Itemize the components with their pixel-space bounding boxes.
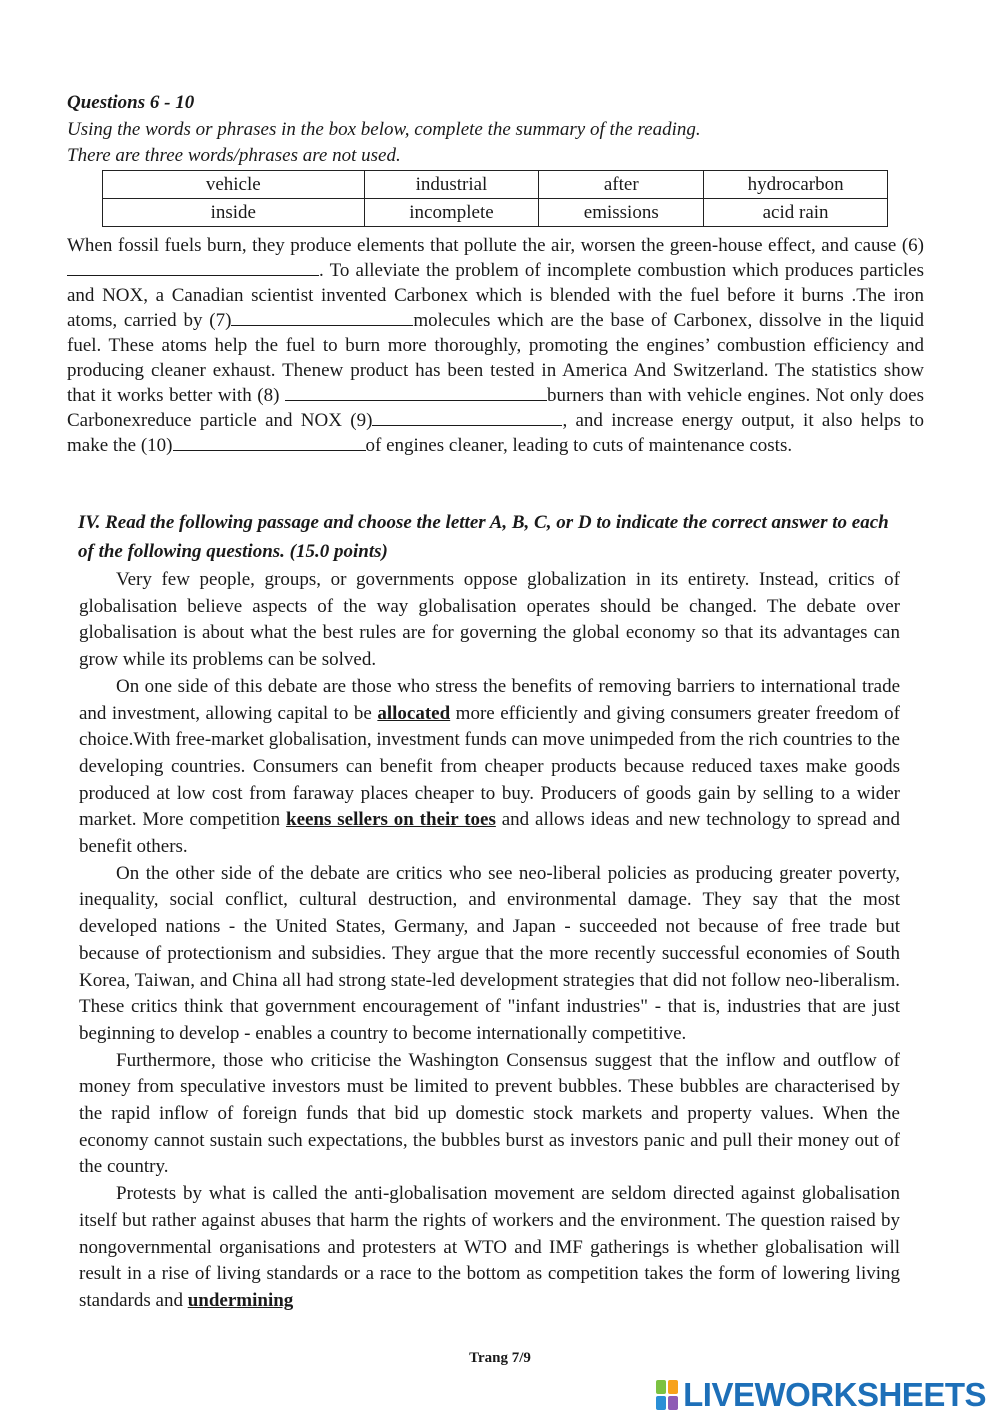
- instruction-line-1: Using the words or phrases in the box below, complete the summary of the reading.: [67, 119, 701, 140]
- liveworksheets-logo-icon: [656, 1380, 678, 1410]
- summary-text: molecules which are the base of Carbonex, dissolve in the liquid fuel. These atoms help the fuel to burn more thoroughly, promoting the engines’ combustion efficiency and producing cleaner exhaust. Thenew product has been tested in America And Switzerland. The statistics show that it works better with (8): [67, 310, 924, 406]
- answer-blank-8[interactable]: [285, 383, 547, 401]
- answer-blank-7[interactable]: [231, 308, 413, 326]
- word-box: [102, 170, 888, 227]
- summary-text: . To alleviate the problem of incomplete combustion which produces particles and NOX, a Canadian scientist invented Carbonex which is blended with the fuel before it burns .The iron atoms, carried by (7): [67, 260, 924, 331]
- part-iv-heading: IV. Read the following passage and choose the letter A, B, C, or D to indicate the correct answer to each of the following questions. (15.0 points): [78, 512, 889, 562]
- word-box-row: [103, 199, 888, 227]
- word-box-cell: emissions: [539, 199, 704, 227]
- passage-paragraph: [79, 674, 900, 861]
- passage-paragraph: Furthermore, those who criticise the Washington Consensus suggest that the inflow and outflow of money from speculative investors must be limited to prevent bubbles. These bubbles are characterised by the rapid inflow of foreign funds that bid up domestic stock markets and property values. When the economy cannot sustain such expectations, the bubbles burst as investors panic and pull their money out of the country.: [79, 1049, 900, 1178]
- questions-heading: Questions 6 - 10: [67, 92, 195, 113]
- word-box-row: [103, 171, 888, 199]
- liveworksheets-brand: [656, 1376, 986, 1414]
- passage-text: Protests by what is called the anti-globalisation movement are seldom directed against globalisation itself but rather against abuses that harm the rights of workers and the environment. The question raised by nongovernmental organisations and protesters at WTO and IMF gatherings is whether globalisation will result in a rise of living standards or a race to the bottom as competition takes the form of lowering living standards and: [79, 1183, 900, 1311]
- answer-blank-6[interactable]: [67, 258, 319, 276]
- reading-passage: [79, 567, 900, 1315]
- word-box-cell: acid rain: [704, 199, 888, 227]
- underlined-allocated: allocated: [377, 702, 451, 724]
- passage-paragraph: [79, 1181, 900, 1315]
- summary-text: , and increase energy output, it also helps to make the (10): [67, 410, 924, 456]
- passage-text: On one side of this debate are those who stress the benefits of removing barriers to international trade and investment, allowing capital to be: [79, 675, 900, 724]
- brand-name: LIVEWORKSHEETS: [683, 1376, 986, 1413]
- word-box-cell: industrial: [364, 171, 539, 199]
- answer-blank-10[interactable]: [173, 433, 366, 451]
- word-box-cell: incomplete: [364, 199, 539, 227]
- word-box-cell: hydrocarbon: [704, 171, 888, 199]
- word-box-cell: vehicle: [103, 171, 365, 199]
- passage-paragraph: Very few people, groups, or governments oppose globalization in its entirety. Instead, critics of globalisation believe aspects of the way globalisation operates should be changed. The debate over globalisation is about what the best rules are for governing the global economy so that its advantages can grow while its problems can be solved.: [79, 569, 900, 671]
- passage-text: and allows ideas and new technology to spread and benefit others.: [79, 809, 900, 858]
- summary-text: When fossil fuels burn, they produce elements that pollute the air, worsen the green-house effect, and cause (6): [67, 235, 924, 256]
- answer-blank-9[interactable]: [372, 408, 562, 426]
- instruction-line-2: There are three words/phrases are not used.: [67, 145, 401, 166]
- underlined-undermining: undermining: [187, 1289, 294, 1311]
- page-number: Trang 7/9: [469, 1350, 531, 1366]
- passage-paragraph: On the other side of the debate are critics who see neo-liberal policies as producing greater poverty, inequality, social conflict, cultural destruction, and environmental damage. They say that the most developed nations - the United States, Germany, and Japan - succeeded not because of free trade but because of protectionism and subsidies. They argue that the more recently successful economies of South Korea, Taiwan, and China all had strong state-led development strategies that did not follow neo-liberalism. These critics think that government encouragement of "infant industries" - that is, industries that are just beginning to develop - enables a country to become internationally competitive.: [79, 862, 900, 1044]
- summary-text: burners than with vehicle engines. Not only does Carbonexreduce particle and NOX (9): [67, 385, 924, 431]
- word-box-cell: inside: [103, 199, 365, 227]
- summary-text: of engines cleaner, leading to cuts of maintenance costs.: [365, 435, 793, 456]
- word-box-cell: after: [539, 171, 704, 199]
- passage-text: more efficiently and giving consumers greater freedom of choice.With free-market globalisation, investment funds can move unimpeded from the rich countries to the developing countries. Consumers can benefit from cheaper products because reduced taxes make goods produced at low cost from faraway places cheaper to buy. Producers of goods gain by selling to a wider market. More competition: [79, 702, 900, 831]
- summary-paragraph: [67, 233, 924, 458]
- underlined-keens-sellers: keens sellers on their toes: [286, 809, 496, 831]
